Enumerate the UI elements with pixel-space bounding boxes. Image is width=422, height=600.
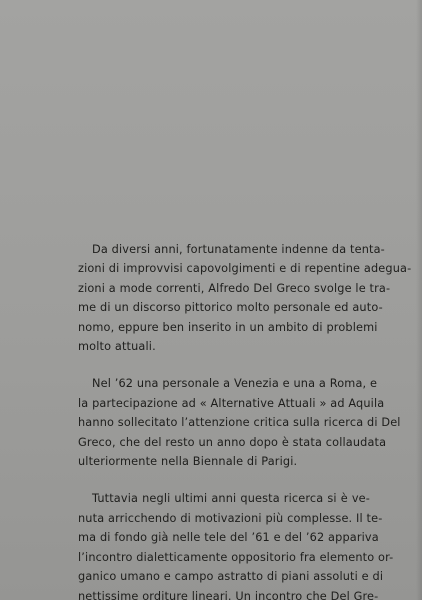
text-line: la partecipazione ad « Alternative Attuali » ad Aquila (78, 396, 385, 410)
text-line: l’incontro dialetticamente oppositorio fra elemento or- (78, 550, 394, 564)
page-edge-shadow (416, 0, 422, 600)
text-line: nettissime orditure lineari. Un incontro che Del Gre- (78, 589, 379, 600)
text-line: ganico umano e campo astratto di piani assoluti e di (78, 570, 384, 584)
text-line: Greco, che del resto un anno dopo è stata collaudata (78, 435, 387, 449)
text-line: Nel ’62 una personale a Venezia e una a Roma, e (92, 377, 378, 391)
text-line: ulteriormente nella Biennale di Parigi. (78, 455, 298, 469)
paragraph-2 (78, 374, 401, 471)
text-line: ma di fondo già nelle tele del ’61 e del ’62 appariva (78, 531, 379, 545)
text-line: zioni a mode correnti, Alfredo Del Greco svolge le tra- (78, 281, 391, 295)
text-line: hanno sollecitato l’attenzione critica sulla ricerca di Del (78, 416, 401, 430)
text-line: nuta arricchendo di motivazioni più complesse. Il te- (78, 511, 383, 525)
text-line: molto attuali. (78, 340, 156, 354)
text-line: Da diversi anni, fortunatamente indenne da tenta- (92, 243, 385, 256)
text-line: me di un discorso pittorico molto personale ed auto- (78, 301, 383, 315)
paragraph-1 (78, 240, 412, 356)
text-line: zioni di improvvisi capovolgimenti e di repentine adegua- (78, 262, 412, 276)
paragraph-3 (78, 489, 394, 600)
text-line: nomo, eppure ben inserito in un ambito di problemi (78, 320, 378, 334)
body-text (78, 240, 412, 600)
text-line: Tuttavia negli ultimi anni questa ricerca si è ve- (92, 492, 370, 506)
